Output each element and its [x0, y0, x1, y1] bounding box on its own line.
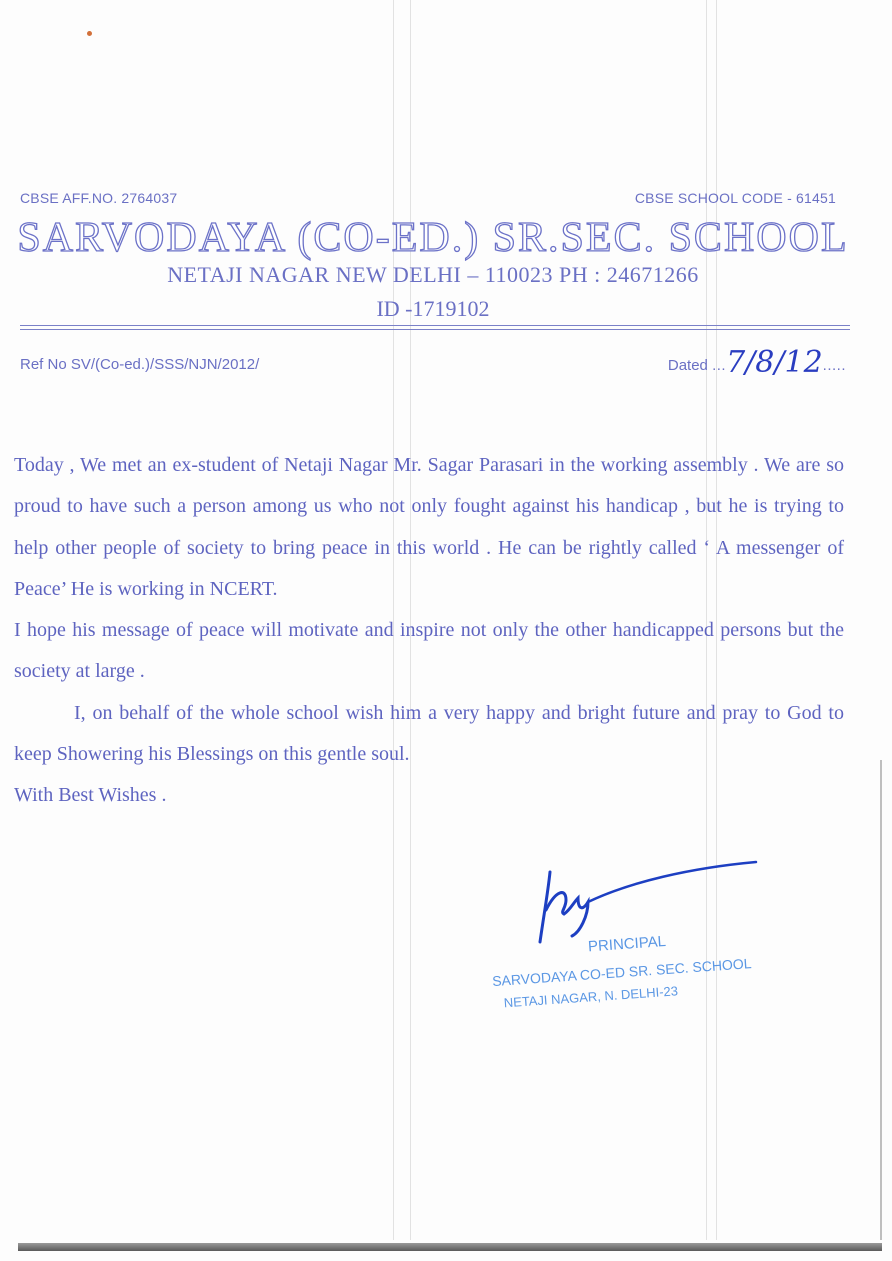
- body-paragraph: I, on behalf of the whole school wish him a very happy and bright future and pray to God to keep Showering his Blessings on this gentle soul.: [14, 701, 844, 766]
- stamp-line: PRINCIPAL: [587, 932, 667, 956]
- school-address: NETAJI NAGAR NEW DELHI – 110023 PH : 24671266: [167, 262, 699, 287]
- date-dots: .....: [822, 357, 846, 374]
- date-label: Dated: [667, 357, 708, 374]
- school-stamp: [478, 918, 798, 1028]
- stamp-line: NETAJI NAGAR, N. DELHI-23: [503, 983, 679, 1011]
- body-paragraph: Today , We met an ex-student of Netaji Nagar Mr. Sagar Parasari in the working assembly . We are so proud to have such a person among us who not only fought against his handicap , but he is trying to help other people of society to bring peace in this world . He can be rightly called ‘ A messenger of Peace’ He is working in NCERT.: [14, 454, 844, 600]
- stamp-line: SARVODAYA CO-ED SR. SEC. SCHOOL: [491, 955, 752, 990]
- letter-body: [14, 445, 844, 817]
- date-dots: ...: [712, 357, 727, 374]
- school-id: ID -1719102: [376, 296, 490, 321]
- page-edge-shadow: [880, 760, 882, 1240]
- ink-speck: [87, 31, 92, 36]
- body-paragraph: I hope his message of peace will motivate and inspire not only the other handicapped persons but the society at large .: [14, 619, 844, 683]
- date-field: [668, 345, 846, 380]
- closing-line: With Best Wishes .: [14, 784, 167, 807]
- school-name: SARVODAYA (CO-ED.) SR.SEC. SCHOOL: [17, 215, 849, 261]
- affiliation-number: CBSE AFF.NO. 2764037: [20, 190, 178, 206]
- school-code: CBSE SCHOOL CODE - 61451: [634, 190, 836, 206]
- header-divider: [20, 329, 850, 330]
- scan-edge: [18, 1243, 882, 1251]
- header-divider: [20, 325, 850, 326]
- reference-number: Ref No SV/(Co-ed.)/SSS/NJN/2012/: [20, 356, 260, 373]
- handwritten-date: 7/8/12: [726, 345, 823, 380]
